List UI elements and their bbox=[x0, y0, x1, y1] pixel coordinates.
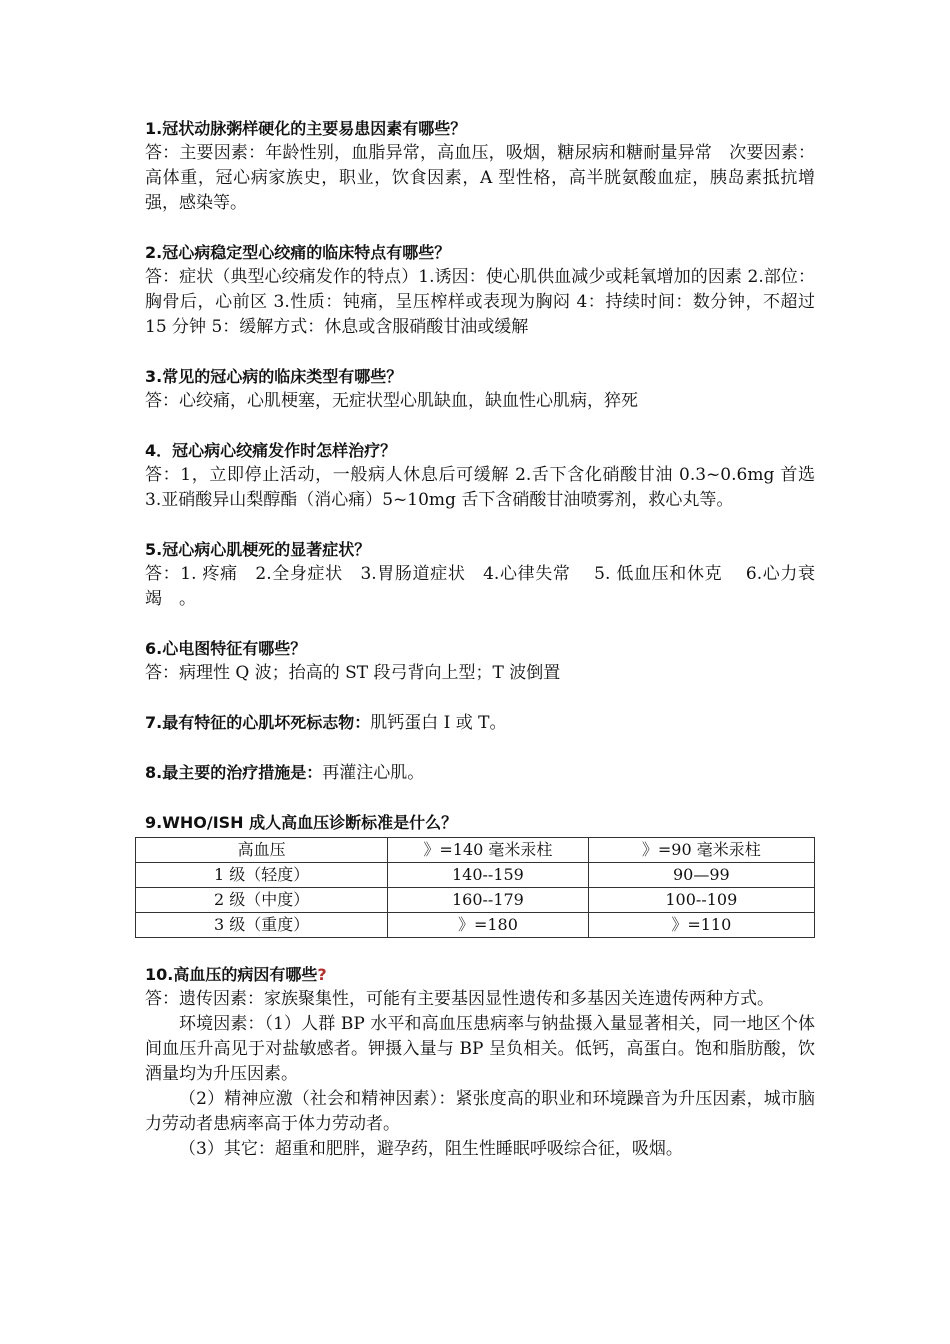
question-title: 9.WHO/ISH 成人高血压诊断标准是什么？ bbox=[145, 813, 458, 832]
table-cell: 》=180 bbox=[388, 913, 588, 938]
answer-text: 答：心绞痛，心肌梗塞，无症状型心肌缺血，缺血性心肌病，猝死 bbox=[145, 391, 638, 411]
table-cell: 90—99 bbox=[588, 863, 814, 888]
question-block-8 bbox=[145, 760, 815, 786]
answer-paragraph: （2）精神应激（社会和精神因素）：紧张度高的职业和环境躁音为升压因素，城市脑力劳动者患病率高于体力劳动者。 bbox=[145, 1089, 815, 1134]
table-cell: 2 级（中度） bbox=[136, 888, 388, 913]
table-row bbox=[136, 913, 815, 938]
question-block-4 bbox=[145, 438, 815, 513]
table-header-row bbox=[136, 838, 815, 863]
bp-criteria-table bbox=[135, 837, 815, 938]
document-page bbox=[145, 116, 815, 1162]
table-cell: 140--159 bbox=[388, 863, 588, 888]
table-cell: 160--179 bbox=[388, 888, 588, 913]
question-block-9 bbox=[145, 810, 815, 938]
table-header-cell: 高血压 bbox=[136, 838, 388, 863]
answer-text: 再灌注心肌。 bbox=[322, 763, 425, 783]
question-title: 6.心电图特征有哪些？ bbox=[145, 639, 307, 658]
question-title-text: 10.高血压的病因有哪些 bbox=[145, 965, 318, 984]
question-block-2 bbox=[145, 240, 815, 340]
table-cell: 1 级（轻度） bbox=[136, 863, 388, 888]
question-title: 2.冠心病稳定型心绞痛的临床特点有哪些？ bbox=[145, 243, 451, 262]
question-mark: ? bbox=[317, 965, 327, 984]
answer-text: 答：主要因素：年龄性别，血脂异常，高血压，吸烟，糖尿病和糖耐量异常 次要因素：高体重，冠心病家族史，职业，饮食因素，A 型性格，高半胱氨酸血症，胰岛素抵抗增强，感染等。 bbox=[145, 143, 815, 213]
question-block-7 bbox=[145, 710, 815, 736]
question-title: 1.冠状动脉粥样硬化的主要易患因素有哪些？ bbox=[145, 119, 467, 138]
answer-paragraph: 环境因素：（1）人群 BP 水平和高血压患病率与钠盐摄入量显著相关，同一地区个体间血压升高见于对盐敏感者。钾摄入量与 BP 呈负相关。低钙，高蛋白。饱和脂肪酸，饮酒量均为升压因素。 bbox=[145, 1014, 815, 1084]
table-cell: 3 级（重度） bbox=[136, 913, 388, 938]
question-title bbox=[145, 962, 815, 987]
answer-text: 肌钙蛋白 I 或 T。 bbox=[370, 713, 507, 733]
question-block-10 bbox=[145, 962, 815, 1162]
question-title: 5.冠心病心肌梗死的显著症状？ bbox=[145, 540, 371, 559]
question-title: 8.最主要的治疗措施是： bbox=[145, 763, 323, 782]
table-header-cell: 》=90 毫米汞柱 bbox=[588, 838, 814, 863]
table-row bbox=[136, 888, 815, 913]
table-cell: 》=110 bbox=[588, 913, 814, 938]
question-block-5 bbox=[145, 537, 815, 612]
question-block-6 bbox=[145, 636, 815, 686]
question-title: 3.常见的冠心病的临床类型有哪些？ bbox=[145, 367, 403, 386]
answer-text: 答：1，立即停止活动，一般病人休息后可缓解 2.舌下含化硝酸甘油 0.3~0.6mg 首选 3.亚硝酸异山梨醇酯（消心痛）5~10mg 舌下含硝酸甘油喷雾剂，救心丸等。 bbox=[145, 465, 815, 510]
question-title: 7.最有特征的心肌坏死标志物： bbox=[145, 713, 371, 732]
question-block-1 bbox=[145, 116, 815, 216]
question-title: 4．冠心病心绞痛发作时怎样治疗？ bbox=[145, 441, 397, 460]
table-header-cell: 》=140 毫米汞柱 bbox=[388, 838, 588, 863]
table-row bbox=[136, 863, 815, 888]
question-block-3 bbox=[145, 364, 815, 414]
answer-text: 答：遗传因素：家族聚集性，可能有主要基因显性遗传和多基因关连遗传两种方式。 bbox=[145, 989, 774, 1009]
answer-text: 答：病理性 Q 波；抬高的 ST 段弓背向上型；T 波倒置 bbox=[145, 663, 561, 683]
table-cell: 100--109 bbox=[588, 888, 814, 913]
answer-text: 答：1. 疼痛 2.全身症状 3.胃肠道症状 4.心律失常 5. 低血压和休克 6.心力衰竭 。 bbox=[145, 564, 815, 609]
answer-paragraph: （3）其它：超重和肥胖，避孕药，阻生性睡眠呼吸综合征，吸烟。 bbox=[179, 1139, 683, 1159]
answer-text: 答：症状（典型心绞痛发作的特点）1.诱因：使心肌供血减少或耗氧增加的因素 2.部位：胸骨后，心前区 3.性质：钝痛，呈压榨样或表现为胸闷 4：持续时间：数分钟，不超过 15 分钟 5：缓解方式：休息或含服硝酸甘油或缓解 bbox=[145, 267, 815, 337]
